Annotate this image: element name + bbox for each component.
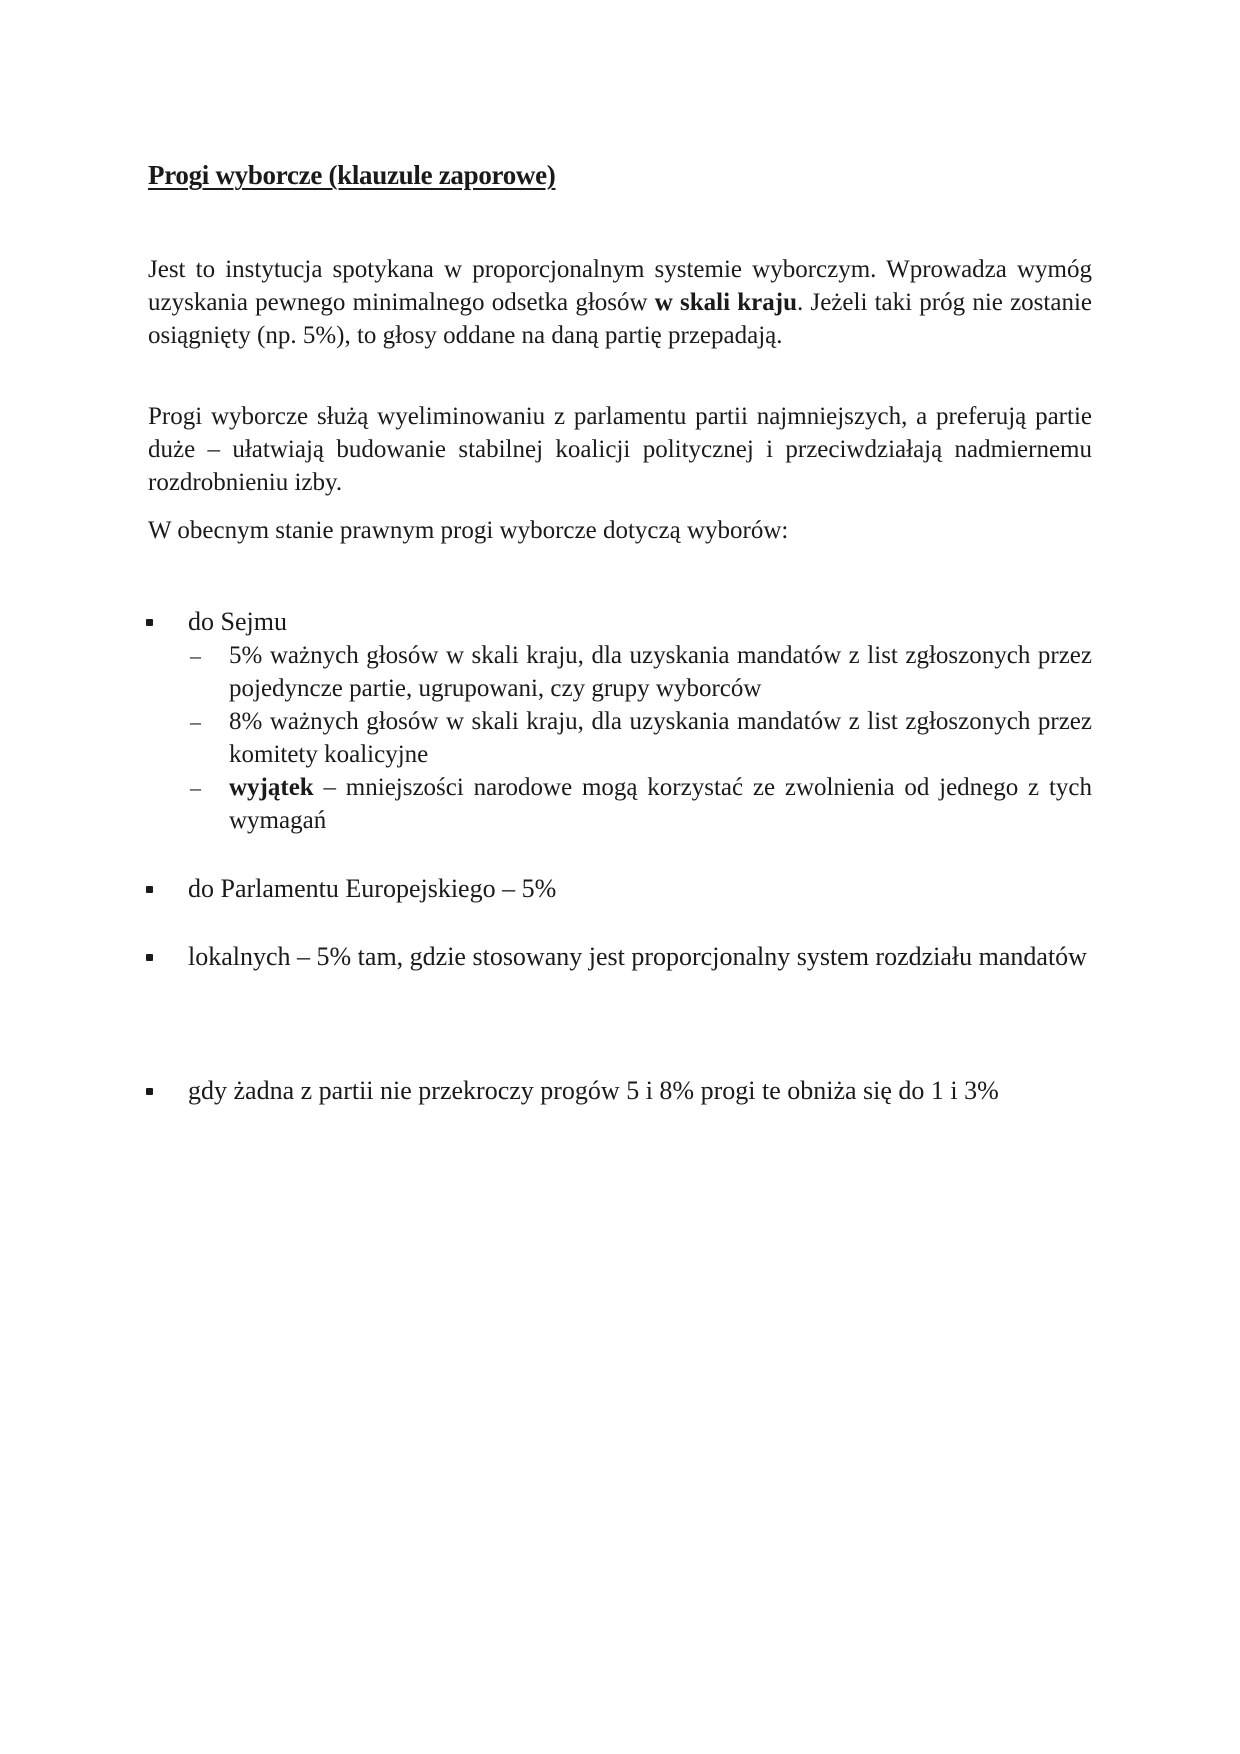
bullet-icon [146, 886, 153, 893]
dash-icon: – [190, 775, 201, 800]
dash-icon: – [190, 709, 201, 734]
purpose-paragraph: Progi wyborcze służą wyeliminowaniu z parlamentu partii najmniejszych, a preferują partie duże – ułatwiają budowanie stabilnej koalicji politycznej i przeciwdziałają nadmiernemu rozdrobnieniu izby. [148, 403, 1092, 496]
sublist-item-text: 5% ważnych głosów w skali kraju, dla uzyskania mandatów z list zgłoszonych przez pojedyncze partie, ugrupowani, czy grupy wyborców [229, 642, 1092, 702]
intro-paragraph [148, 253, 1092, 352]
current-law-paragraph: W obecnym stanie prawnym progi wyborcze dotyczą wyborów: [148, 517, 789, 544]
bullet-icon [146, 954, 153, 961]
intro-text-end: . Jeżeli taki próg nie zostanie osiągnięty (np. 5%), to głosy oddane na daną partię przepadają. [148, 289, 1092, 349]
list-item-european-parliament [188, 872, 1092, 905]
list-item-local [188, 940, 1092, 973]
sublist-item-text: – mniejszości narodowe mogą korzystać ze zwolnienia od jednego z tych wymagań [229, 774, 1092, 834]
list-item-text: gdy żadna z partii nie przekroczy progów 5 i 8% progi te obniża się do 1 i 3% [188, 1076, 999, 1105]
sublist-item [190, 639, 1092, 705]
bullet-icon [146, 1088, 153, 1095]
list-item-threshold-reduction [188, 1074, 1092, 1107]
dash-icon: – [190, 643, 201, 668]
sejm-label: do Sejmu [188, 607, 287, 636]
list-item-sejm [188, 605, 1092, 837]
list-item-text: do Parlamentu Europejskiego – 5% [188, 874, 557, 903]
exception-label: wyjątek [229, 774, 314, 801]
sublist-item [190, 771, 1092, 837]
sublist-item-text: 8% ważnych głosów w skali kraju, dla uzyskania mandatów z list zgłoszonych przez komitety koalicyjne [229, 708, 1092, 768]
intro-bold-phrase: w skali kraju [654, 289, 798, 316]
sublist-item [190, 705, 1092, 771]
list-item-text: lokalnych – 5% tam, gdzie stosowany jest proporcjonalny system rozdziału mandatów [188, 942, 1087, 971]
intro-text-start: Jest to instytucja spotykana w proporcjonalnym systemie wyborczym. Wprowadza wymóg uzyskania pewnego minimalnego odsetka głosów [148, 256, 1092, 316]
document-title: Progi wyborcze (klauzule zaporowe) [148, 160, 556, 190]
bullet-icon [146, 619, 153, 626]
sejm-sublist [188, 639, 1092, 837]
